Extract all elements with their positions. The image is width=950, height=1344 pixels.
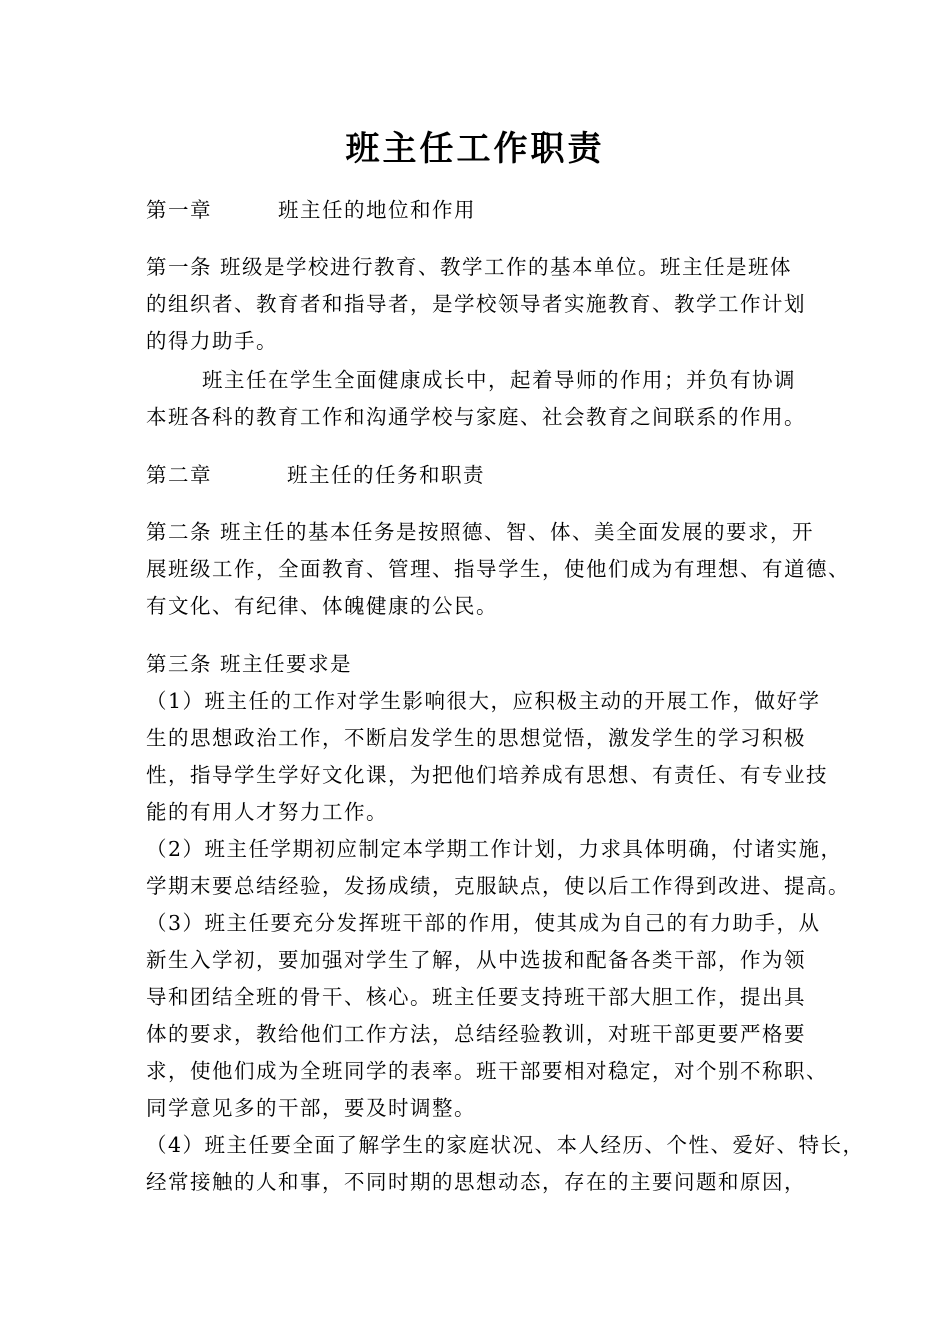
article-3-line: （3）班主任要充分发挥班干部的作用，使其成为自己的有力助手，从 [146, 911, 821, 935]
chapter-1-label: 第一章 [146, 198, 212, 222]
article-3-line: （2）班主任学期初应制定本学期工作计划，力求具体明确，付诸实施， [146, 837, 843, 861]
article-3-line: 体的要求，教给他们工作方法，总结经验教训，对班干部更要严格要 [146, 1022, 806, 1046]
chapter-1-title: 班主任的地位和作用 [278, 198, 476, 222]
article-2 [146, 514, 850, 625]
document-title: 班主任工作职责 [345, 129, 605, 169]
article-1-line: 的组织者、教育者和指导者，是学校领导者实施教育、教学工作计划 [146, 292, 806, 316]
article-2-line: 第二条 班主任的基本任务是按照德、智、体、美全面发展的要求，开 [146, 520, 815, 544]
article-3-line: 性，指导学生学好文化课，为把他们培养成有思想、有责任、有专业技 [146, 763, 828, 787]
article-3-line: 新生入学初，要加强对学生了解，从中选拔和配备各类干部，作为领 [146, 948, 806, 972]
article-3-line: 同学意见多的干部，要及时调整。 [146, 1096, 476, 1120]
article-1-para2-line: 班主任在学生全面健康成长中，起着导师的作用；并负有协调 [202, 368, 796, 392]
article-1 [146, 249, 816, 360]
article-3-line: （4）班主任要全面了解学生的家庭状况、本人经历、个性、爱好、特长， [146, 1133, 865, 1157]
article-1-para2-line: 本班各科的教育工作和沟通学校与家庭、社会教育之间联系的作用。 [146, 405, 806, 429]
article-3 [146, 646, 865, 1201]
article-3-line: 生的思想政治工作，不断启发学生的思想觉悟，激发学生的学习积极 [146, 726, 806, 750]
article-3-line: 学期末要总结经验，发扬成绩，克服缺点，使以后工作得到改进、提高。 [146, 874, 850, 898]
article-1-paragraph-2 [146, 362, 816, 436]
article-3-line: 导和团结全班的骨干、核心。班主任要支持班干部大胆工作，提出具 [146, 985, 806, 1009]
article-2-line: 有文化、有纪律、体魄健康的公民。 [146, 594, 498, 618]
article-3-line: 求，使他们成为全班同学的表率。班干部要相对稳定，对个别不称职、 [146, 1059, 828, 1083]
article-3-line: （1）班主任的工作对学生影响很大，应积极主动的开展工作，做好学 [146, 689, 821, 713]
article-3-line: 经常接触的人和事，不同时期的思想动态，存在的主要问题和原因， [146, 1170, 806, 1194]
article-3-line: 能的有用人才努力工作。 [146, 800, 388, 824]
article-1-line: 第一条 班级是学校进行教育、教学工作的基本单位。班主任是班体 [146, 255, 793, 279]
chapter-1-heading [146, 192, 816, 229]
chapter-2-label: 第二章 [146, 463, 212, 487]
article-2-line: 展班级工作，全面教育、管理、指导学生，使他们成为有理想、有道德、 [146, 557, 850, 581]
chapter-2-title: 班主任的任务和职责 [287, 463, 485, 487]
chapter-2-heading [146, 457, 816, 494]
article-3-line: 第三条 班主任要求是 [146, 652, 353, 676]
article-1-line: 的得力助手。 [146, 329, 278, 353]
